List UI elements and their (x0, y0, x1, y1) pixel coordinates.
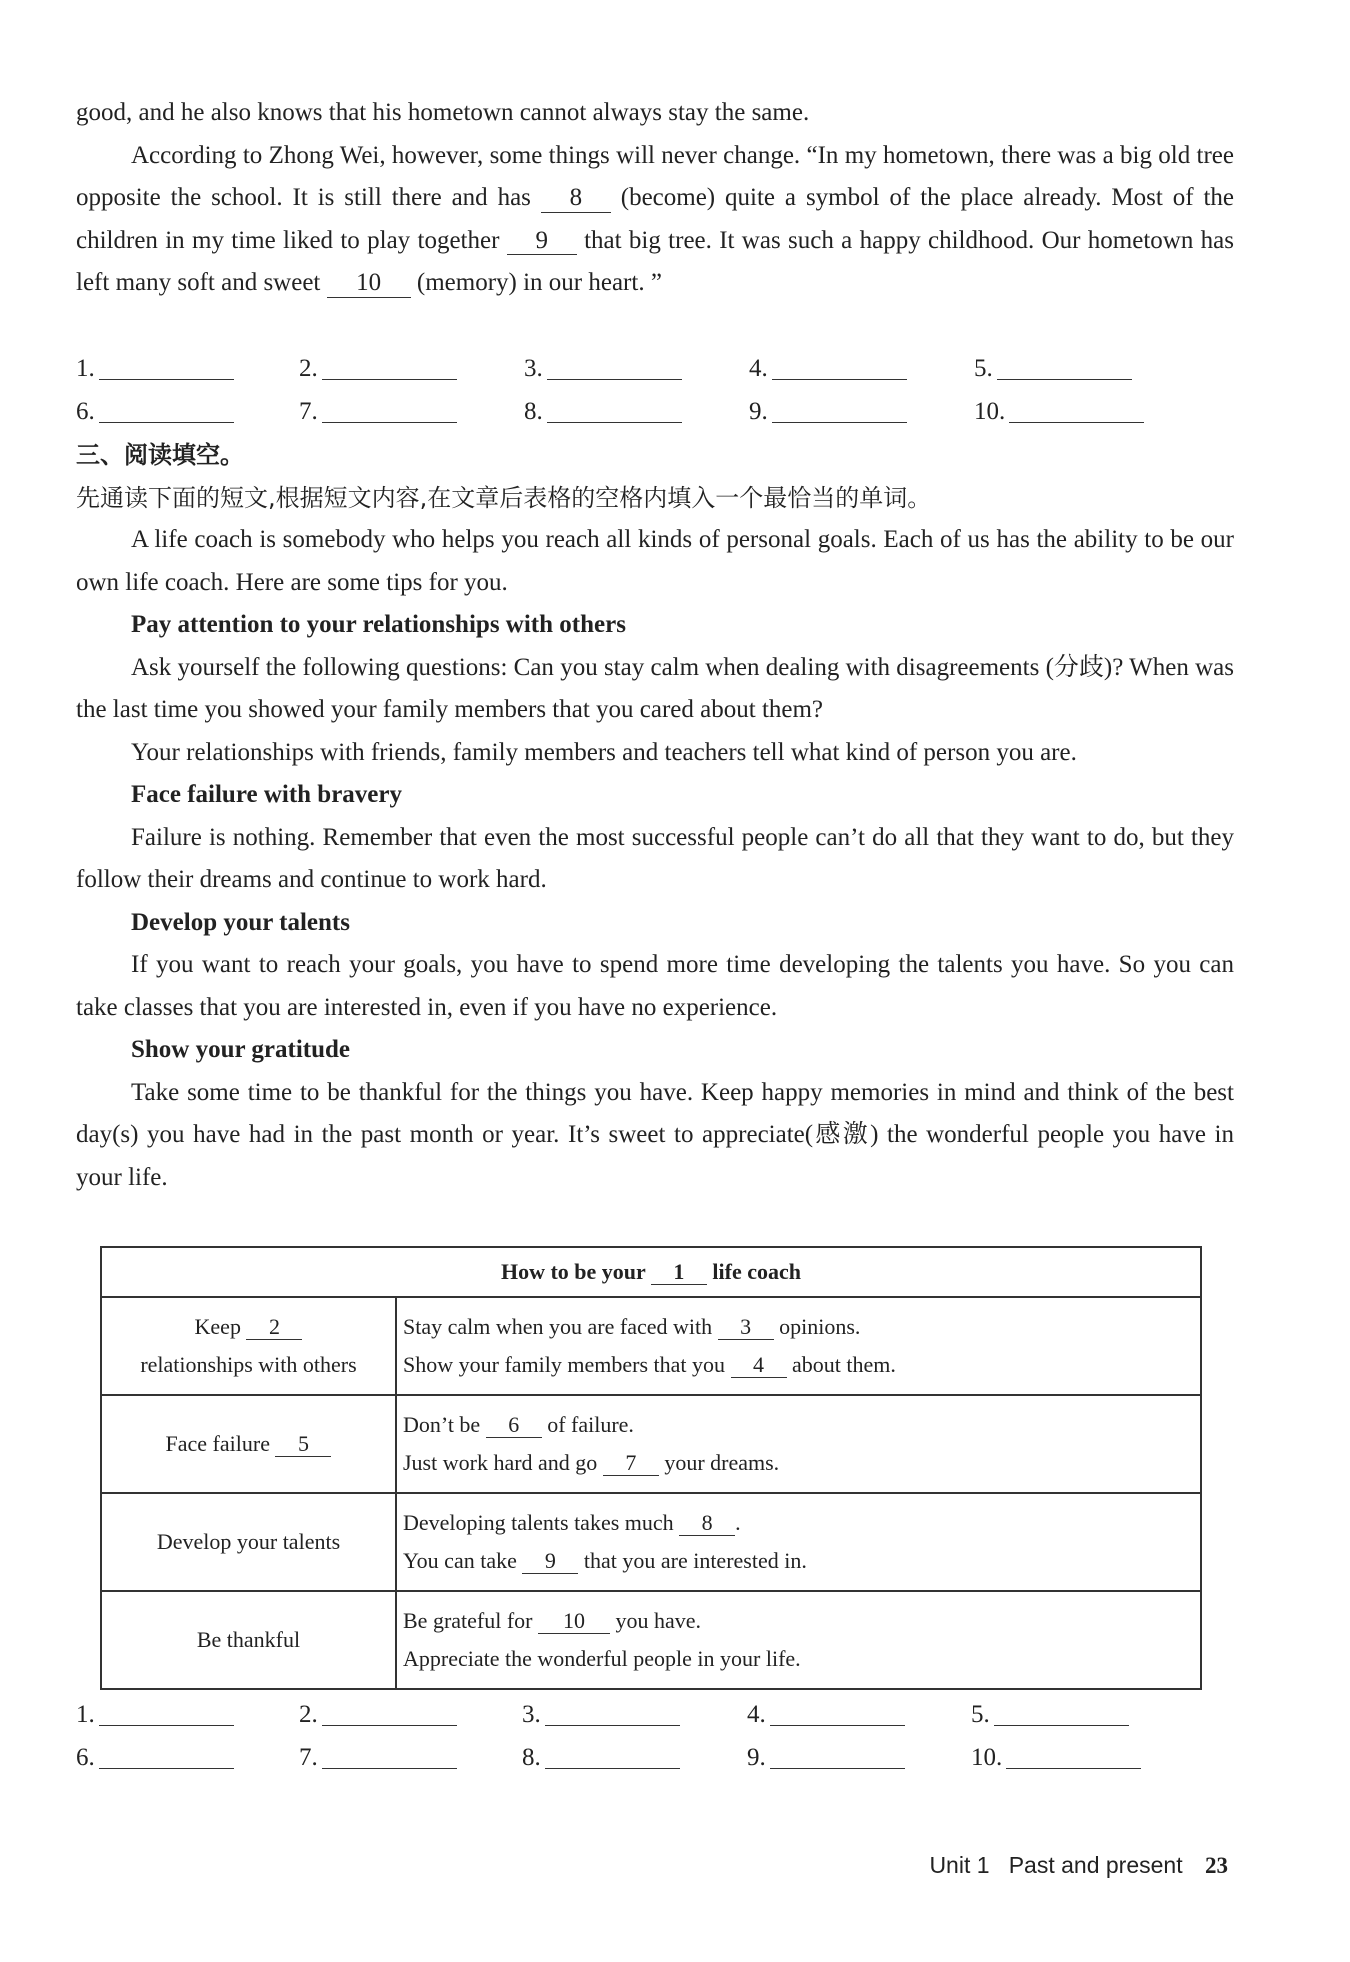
table-blank-7[interactable]: 7 (603, 1451, 659, 1476)
answer-row-4 (76, 1737, 1176, 1779)
answer-line[interactable] (99, 351, 234, 380)
subheading-gratitude: Show your gratitude (131, 1036, 351, 1063)
answer-line[interactable] (322, 1740, 457, 1769)
table-row (101, 1297, 1201, 1395)
table-cell-left: Keep 2 relationships with others (101, 1297, 396, 1395)
answer-line[interactable] (772, 394, 907, 423)
table-cell-right: Be grateful for 10 you have. Appreciate the wonderful people in your life. (396, 1591, 1201, 1689)
table-row (101, 1493, 1201, 1591)
answer-line[interactable] (772, 351, 907, 380)
answer-slot[interactable]: 2. (299, 348, 457, 390)
table-cell-right: Don’t be 6 of failure. Just work hard and go 7 your dreams. (396, 1395, 1201, 1493)
paragraph: Your relationships with friends, family members and teachers tell what kind of person you are. (131, 738, 1077, 766)
passage-continuation (76, 92, 1234, 305)
table-blank-6[interactable]: 6 (486, 1413, 542, 1438)
answer-line[interactable] (99, 1697, 234, 1726)
table-blank-4[interactable]: 4 (731, 1353, 787, 1378)
table-row (101, 1395, 1201, 1493)
table-cell-right: Stay calm when you are faced with 3 opinions. Show your family members that you 4 about them. (396, 1297, 1201, 1395)
summary-table (100, 1246, 1202, 1690)
answer-line[interactable] (322, 394, 457, 423)
answer-slot[interactable]: 3. (524, 348, 682, 390)
answer-line[interactable] (545, 1697, 680, 1726)
answer-line[interactable] (547, 394, 682, 423)
table-header: How to be your 1 life coach (101, 1247, 1201, 1297)
section-instruction: 先通读下面的短文,根据短文内容,在文章后表格的空格内填入一个最恰当的单词。 (76, 483, 932, 512)
answer-row-3 (76, 1694, 1176, 1736)
section-title: 三、阅读填空。 (76, 441, 244, 469)
answer-slot[interactable]: 3. (522, 1694, 680, 1736)
answer-slot[interactable]: 7. (299, 1737, 457, 1779)
answer-slot[interactable]: 7. (299, 391, 457, 433)
page-footer (929, 1852, 1228, 1879)
table-cell-left: Be thankful (101, 1591, 396, 1689)
table-blank-3[interactable]: 3 (718, 1315, 774, 1340)
answer-slot[interactable]: 6. (76, 1737, 234, 1779)
answer-line[interactable] (547, 351, 682, 380)
passage-paragraph: According to Zhong Wei, however, some things will never change. “In my hometown, there was a big old tree opposite the school. It is still there and has 8 (become) quite a symbol of the place already. Most of the children in my time liked to play together 9 that big tree. It was such a happy childhood. Our hometown has left many soft and sweet 10 (memory) in our heart. ” (76, 141, 1234, 296)
table-blank-8[interactable]: 8 (679, 1511, 735, 1536)
answer-slot[interactable]: 5. (971, 1694, 1129, 1736)
table-blank-10[interactable]: 10 (538, 1609, 610, 1634)
answer-line[interactable] (322, 1697, 457, 1726)
answer-line[interactable] (770, 1697, 905, 1726)
table-blank-2[interactable]: 2 (246, 1315, 302, 1340)
footer-unit: Unit 1 (929, 1852, 990, 1878)
table-blank-5[interactable]: 5 (275, 1432, 331, 1457)
answer-row-2 (76, 391, 1176, 433)
answer-line[interactable] (99, 394, 234, 423)
answer-slot[interactable]: 2. (299, 1694, 457, 1736)
subheading-relationships: Pay attention to your relationships with others (131, 611, 626, 638)
answer-line[interactable] (997, 351, 1132, 380)
page-number: 23 (1205, 1853, 1228, 1878)
answer-line[interactable] (99, 1740, 234, 1769)
answer-line[interactable] (1006, 1740, 1141, 1769)
blank-9[interactable]: 9 (507, 227, 577, 256)
answer-slot[interactable]: 10. (974, 391, 1144, 433)
intro-paragraph: A life coach is somebody who helps you reach all kinds of personal goals. Each of us has the ability to be our own life coach. Here are some tips for you. (76, 526, 1234, 596)
blank-10[interactable]: 10 (327, 269, 411, 298)
paragraph: Ask yourself the following questions: Can you stay calm when dealing with disagreements (分歧)? When was the last time you showed your family members that you cared about them? (76, 653, 1234, 723)
paragraph: Failure is nothing. Remember that even the most successful people can’t do all that they want to do, but they follow their dreams and continue to work hard. (76, 823, 1234, 893)
answer-row-1 (76, 348, 1176, 390)
subheading-talents: Develop your talents (131, 908, 350, 936)
answer-slot[interactable]: 1. (76, 348, 234, 390)
paragraph: If you want to reach your goals, you have to spend more time developing the talents you have. So you can take classes that you are interested in, even if you have no experience. (76, 951, 1234, 1021)
passage-line: good, and he also knows that his hometown cannot always stay the same. (76, 99, 810, 126)
answer-slot[interactable]: 5. (974, 348, 1132, 390)
answer-slot[interactable]: 4. (747, 1694, 905, 1736)
footer-title: Past and present (1008, 1852, 1183, 1878)
answer-slot[interactable]: 8. (522, 1737, 680, 1779)
table-cell-right: Developing talents takes much 8 . You can take 9 that you are interested in. (396, 1493, 1201, 1591)
section-reading-fill (76, 434, 1234, 1199)
table-row (101, 1591, 1201, 1689)
paragraph: Take some time to be thankful for the things you have. Keep happy memories in mind and think of the best day(s) you have had in the past month or year. It’s sweet to appreciate(感激) the wonderful people you have in your life. (76, 1078, 1234, 1191)
answer-slot[interactable]: 1. (76, 1694, 234, 1736)
answer-slot[interactable]: 6. (76, 391, 234, 433)
subheading-failure: Face failure with bravery (131, 781, 402, 808)
answer-slot[interactable]: 9. (747, 1737, 905, 1779)
answer-slot[interactable]: 8. (524, 391, 682, 433)
table-cell-left: Develop your talents (101, 1493, 396, 1591)
answer-slot[interactable]: 9. (749, 391, 907, 433)
blank-8[interactable]: 8 (541, 184, 611, 213)
answer-line[interactable] (322, 351, 457, 380)
table-blank-1[interactable]: 1 (651, 1260, 707, 1285)
table-cell-left: Face failure 5 (101, 1395, 396, 1493)
table-blank-9[interactable]: 9 (522, 1549, 578, 1574)
answer-slot[interactable]: 4. (749, 348, 907, 390)
answer-slot[interactable]: 10. (971, 1737, 1141, 1779)
answer-line[interactable] (994, 1697, 1129, 1726)
answer-line[interactable] (1009, 394, 1144, 423)
answer-line[interactable] (770, 1740, 905, 1769)
answer-line[interactable] (545, 1740, 680, 1769)
